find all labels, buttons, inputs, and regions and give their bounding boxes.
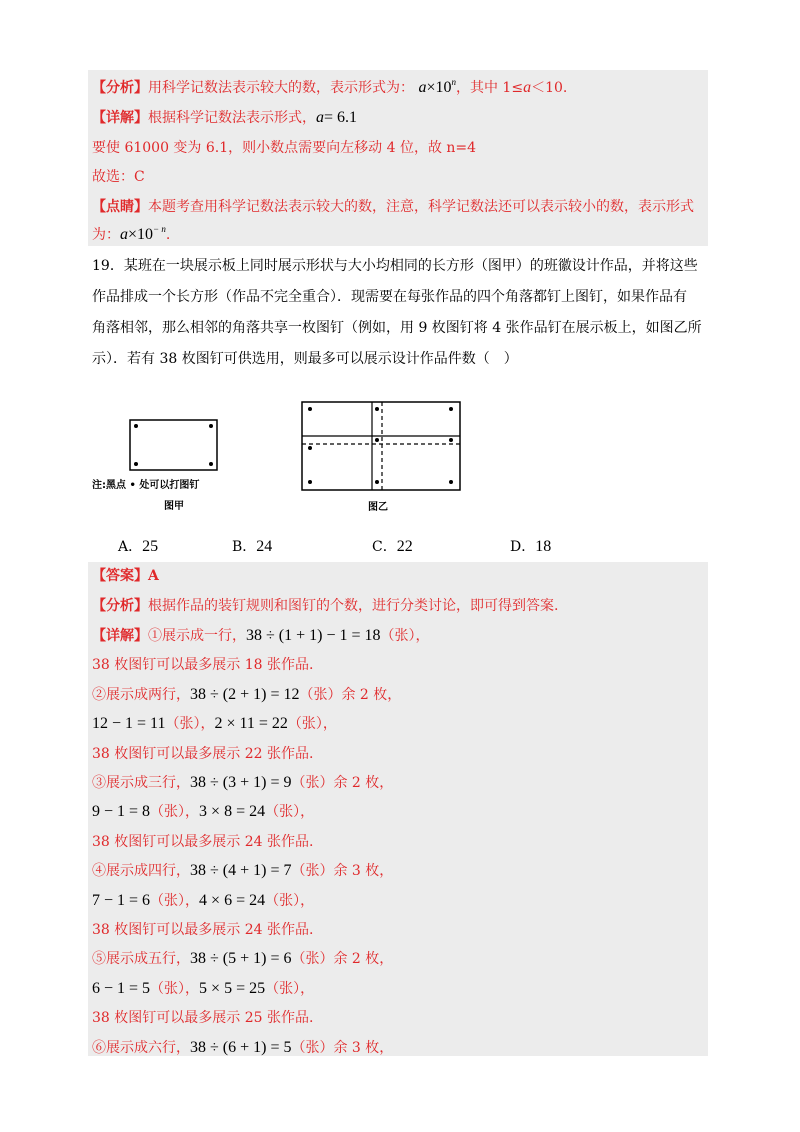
step-suffix: 38 枚图钉可以最多展示 18 张作品. <box>92 657 314 674</box>
step-unit: （张） <box>150 892 186 909</box>
step-suffix-2: ， <box>322 716 337 733</box>
step-unit: （张） <box>291 775 334 791</box>
step-suffix: 38 枚图钉可以最多展示 25 张作品. <box>92 1010 314 1027</box>
solution-step-row <box>92 714 337 734</box>
solution-analysis-line <box>92 596 558 616</box>
comment-tag: 【点睛】 <box>92 199 148 215</box>
solution-step-row <box>92 685 401 705</box>
step-suffix-2: ， <box>300 892 315 909</box>
solution-detail-tag: 【详解】 <box>92 628 148 644</box>
step-suffix: ， <box>185 980 200 997</box>
sci-notation-formula: $a\times 10^n$ <box>418 77 456 96</box>
step-math: 38 ÷ (1 + 1) − 1 = 18 <box>246 627 381 644</box>
step-suffix: 余 2 枚， <box>341 686 402 703</box>
step-unit-2: （张） <box>265 980 301 997</box>
comment-formula: $a\times 10^{- n}$ <box>120 224 166 243</box>
step-suffix: 38 枚图钉可以最多展示 24 张作品. <box>92 833 314 850</box>
detail-text: 根据科学记数法表示形式， <box>148 110 316 126</box>
solution-step-row <box>92 920 313 940</box>
step-unit-2: （张） <box>265 804 301 821</box>
step-math: 7 − 1 = 6 <box>92 891 151 909</box>
step-suffix: 余 2 枚， <box>333 951 394 968</box>
choice-b[interactable]: B．24 <box>232 538 273 555</box>
solution-step-row <box>92 1038 393 1058</box>
step-suffix: 余 3 枚， <box>333 863 394 880</box>
question-19-line-4: 示）．若有 38 枚图钉可供选用，则最多可以展示设计作品件数（ ） <box>92 351 518 367</box>
step-math: 38 ÷ (2 + 1) = 12 <box>190 685 300 703</box>
comment-line <box>92 197 694 217</box>
pin-dot <box>308 446 312 450</box>
step-suffix: ， <box>185 804 200 821</box>
step-math-2: 4 × 6 = 24 <box>199 891 266 909</box>
solution-step-row <box>92 802 314 822</box>
answer-value: A <box>148 568 159 584</box>
solution-step-row <box>92 655 313 675</box>
step-math: 38 ÷ (5 + 1) = 6 <box>190 950 292 968</box>
solution-step-row <box>92 891 314 911</box>
step-prefix: ⑤展示成五行， <box>92 951 190 968</box>
pin-dot <box>134 462 138 466</box>
pin-dot <box>375 438 379 442</box>
solution-step-row <box>92 626 430 646</box>
solution-step-row <box>92 744 313 764</box>
step-prefix: ①展示成一行， <box>148 628 246 644</box>
figure-b <box>296 396 466 520</box>
step-unit: （张） <box>291 951 334 968</box>
step-math: 38 ÷ (6 + 1) = 5 <box>190 1038 292 1056</box>
pin-dot <box>308 480 312 484</box>
solution-analysis-tag: 【分析】 <box>92 598 148 614</box>
step-suffix: 余 2 枚， <box>333 775 394 791</box>
figure-b-diagram <box>296 396 466 496</box>
detail-formula: a= 6.1 <box>316 109 358 126</box>
step-unit: （张） <box>291 863 334 880</box>
artwork-rectangle <box>130 420 217 470</box>
step-suffix: 38 枚图钉可以最多展示 22 张作品. <box>92 745 314 762</box>
question-19-line-1: 19．某班在一块展示板上同时展示形状与大小均相同的长方形（图甲）的班徽设计作品，并将这些 <box>92 258 698 274</box>
step-unit: （张） <box>150 804 186 821</box>
step-suffix-2: ， <box>300 980 315 997</box>
step-math-2: 3 × 8 = 24 <box>199 803 266 821</box>
solution-step-row <box>92 832 313 852</box>
detail-line-4: 故选：C <box>92 169 145 185</box>
step-prefix: ④展示成四行， <box>92 863 190 880</box>
step-unit: （张） <box>380 628 416 644</box>
answer-line <box>92 566 159 586</box>
board-outline <box>302 402 460 490</box>
solution-step-row <box>92 979 314 999</box>
pin-dot <box>308 407 312 411</box>
figure-b-caption: 图乙 <box>368 502 388 513</box>
comment-text: 本题考查用科学记数法表示较大的数，注意，科学记数法还可以表示较小的数，表示形式 <box>148 199 694 215</box>
step-prefix: ②展示成两行， <box>92 686 190 703</box>
detail-tag: 【详解】 <box>92 110 148 126</box>
figure-a <box>92 400 252 520</box>
answer-tag: 【答案】 <box>92 568 148 584</box>
pin-dot <box>134 424 138 428</box>
step-prefix: ③展示成三行， <box>92 775 190 791</box>
step-suffix: ， <box>185 892 200 909</box>
step-math: 12 − 1 = 11 <box>92 715 166 733</box>
detail-line-3: 要使 61000 变为 6.1，则小数点需要向左移动 4 位，故 n=4 <box>92 140 477 156</box>
analysis-text: 用科学记数法表示较大的数，表示形式为： <box>148 80 414 96</box>
choice-a[interactable]: A．25 <box>118 538 159 555</box>
figure-a-note: 注:黑点 • 处可以打图钉 <box>92 480 200 491</box>
step-suffix-2: ， <box>300 804 315 821</box>
step-math: 6 − 1 = 5 <box>92 979 151 997</box>
step-math: 38 ÷ (3 + 1) = 9 <box>190 774 292 791</box>
solution-analysis-text: 根据作品的装钉规则和图钉的个数，进行分类讨论，即可得到答案. <box>148 598 559 614</box>
step-unit: （张） <box>165 716 201 733</box>
analysis-tag: 【分析】 <box>92 80 148 96</box>
solution-step-row <box>92 949 393 969</box>
pin-dot <box>449 438 453 442</box>
pin-dot <box>449 407 453 411</box>
figure-a-caption: 图甲 <box>164 501 184 512</box>
step-unit: （张） <box>291 1039 334 1056</box>
step-unit-2: （张） <box>265 892 301 909</box>
solution-step-row <box>92 861 393 881</box>
step-suffix: ， <box>415 628 430 644</box>
step-suffix: ， <box>200 716 215 733</box>
choice-c[interactable]: C．22 <box>372 538 413 555</box>
step-prefix: ⑥展示成六行， <box>92 1039 190 1056</box>
solution-step-row <box>92 773 393 793</box>
step-unit: （张） <box>299 686 342 703</box>
question-19-line-3: 角落相邻，那么相邻的角落共享一枚图钉（例如，用 9 枚图钉将 4 张作品钉在展示板上，如图乙所 <box>92 320 702 336</box>
step-suffix: 余 3 枚， <box>333 1039 394 1056</box>
pin-dot <box>209 424 213 428</box>
step-math-2: 2 × 11 = 22 <box>214 715 288 733</box>
pin-dot <box>375 480 379 484</box>
step-suffix: 38 枚图钉可以最多展示 24 张作品. <box>92 922 314 938</box>
step-math: 38 ÷ (4 + 1) = 7 <box>190 862 292 880</box>
pin-dot <box>209 462 213 466</box>
pin-dot <box>449 480 453 484</box>
step-math-2: 5 × 5 = 25 <box>199 979 266 997</box>
pin-dot <box>375 407 379 411</box>
step-unit: （张） <box>150 980 186 997</box>
step-math: 9 − 1 = 8 <box>92 803 151 821</box>
question-19-line-2: 作品排成一个长方形（作品不完全重合）．现需要在每张作品的四个角落都钉上图钉，如果作品有 <box>92 289 687 305</box>
comment-line-2: 为：$a\times 10^{- n}$. <box>92 224 171 243</box>
choice-d[interactable]: D．18 <box>510 538 552 555</box>
detail-line <box>92 108 357 128</box>
solution-step-row <box>92 1008 313 1028</box>
analysis-line: 【分析】用科学记数法表示较大的数，表示形式为： $a\times 10^n$，其中 1≤a＜10. <box>92 77 568 96</box>
step-unit-2: （张） <box>287 716 323 733</box>
